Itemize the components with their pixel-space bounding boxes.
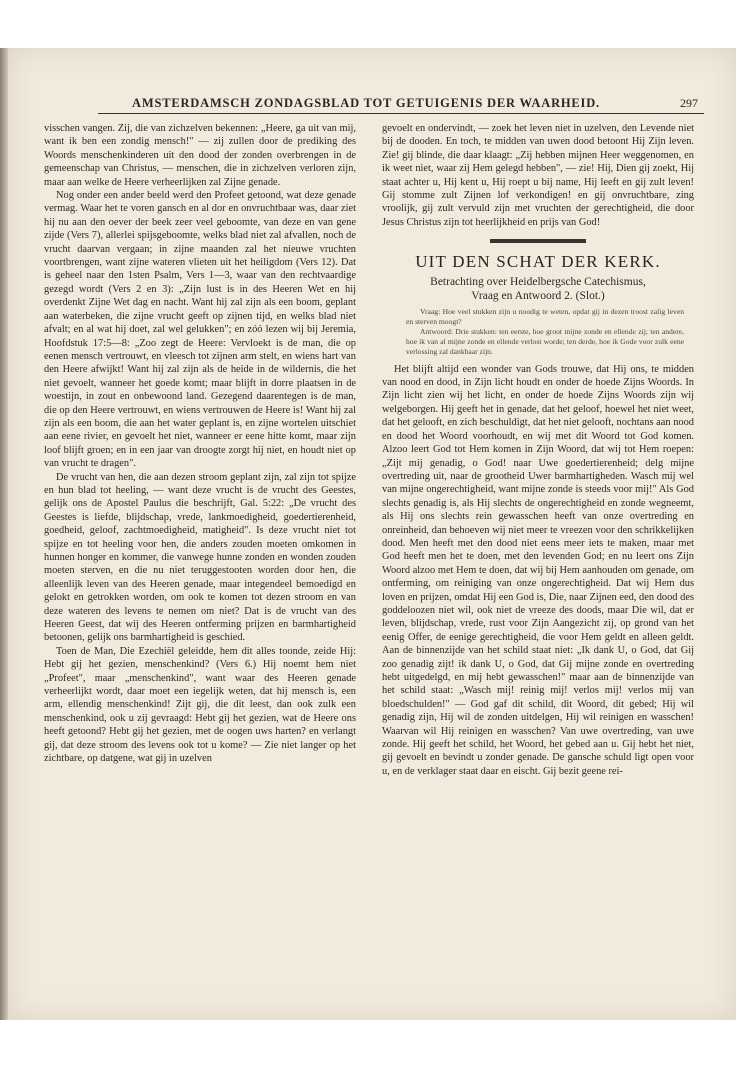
catechism-question: Vraag: Hoe veel stukken zijn u noodig te weten, opdat gij in dezen troost zalig leven en sterven moogt?: [406, 306, 684, 326]
running-header: [98, 96, 704, 114]
catechism-question-answer: [382, 307, 694, 357]
paragraph: Het blijft altijd een wonder van Gods trouwe, dat Hij ons, te midden van nood en dood, in Zijn licht houdt en onder de hoede Zijns Woords. In Zijn licht zien wij het licht, en onder de hoede Zijns Woords zijn wij welgeborgen. Hij geeft het in genade, dat het geloof, hoewel het niet weet, dat het gelooft, en zich beschuldigt, dat het niet gelooft, nochtans aan nood en dood het Woord voorhoudt, en wij met dit Woord tot God komen. Alzoo leert God tot Hem komen in Zijn Woord, dat wij tot Hem roepen: „Zijt mij genadig, o God! naar Uwe goedertierenheid; delg mijne overtreding uit, naar de grootheid Uwer barmhartigheden. Wasch mij wel van mijne ongerechtigheid, want mijne zonde is steeds voor mij!" Als God slechts genadig is, als Hij slechts de ongerechtigheid en zonde wegneemt, als Hij ons slechts rein gewasschen heeft van onze overtreding en onreinheid, dan behoeven wij niet meer te vreezen voor den schrikkelijken dood. Men heeft met den dood niet eens meer iets te maken, maar met God heeft men het te doen, met den levenden God; en nu leert ons Zijn Woord alzoo met Hem te doen, dat wij bij Hem aanhouden om genade, om ontferming, om reiniging van onze ongerechtigheid. Dat wij Hem dus loven en prijzen, omdat Hij een God is, Die, naar Zijnen eed, den dood des goddeloozen niet wil, ook niet de vreeze des doods, maar Die wil, dat er leven, blijdschap, vrede, rust voor Zijn Aangezicht zij, op grond van het eenig Offer, de eenige gerechtigheid, die voor Hem geldt en alleen geldt. Aan de binnenzijde van het schild staat niet: „Ik dank U, o God, dat Gij zoo genadig zijt! ik dank U, o God, dat Gij mijne zonde en overtreding hebt uitgedelgd, en mij hebt gewasschen!" maar aan de binnenzijde van het schild staat: „Wasch mij! reinig mij! verlos mij! verlos mij van bloedschulden!" — God gaf dit schild, dit Woord, dit gebed; Hij wil genadig zijn, Hij wil de zonden uitdelgen, Hij wil reinigen en wasschen! Waarvan wil Hij reinigen en wasschen? Van uwe overtreding, van uwe zonde. Hij geeft het schild, het Woord, het gebed aan u. Gij hebt het niet, gij gevoelt en bevindt u zonder genade. De gansche schuld ligt open voor u, en de verklager staat daar en eischt. Gij bezit geene rei-: [382, 363, 694, 777]
paragraph: gevoelt en ondervindt, — zoek het leven niet in uzelven, den Levende niet bij de dooden. En toch, te midden van uwen dood betoont Hij Zijn leven. Zie! gij blinde, die daar klaagt: „Zij hebben mijnen Heer weggenomen, en ik weet niet, waar zij Hem gelegd hebben", — zie! Hij, Dien gij zoekt, Hij staat achter u, Hij kent u, Hij roept u bij name, Hij leeft en gij zult leven! Gij stomme zult Zijnen lof verkondigen! en gij onvruchtbare, zing vroolijk, gij zult vervuld zijn met vruchten der gerechtigheid, die door Jesus Christus zijn tot heerlijkheid en prijs van God!: [382, 123, 694, 228]
subtitle-line: Betrachting over Heidelbergsche Catechismus,: [430, 275, 646, 288]
section-subtitle: [382, 275, 694, 303]
journal-title: AMSTERDAMSCH ZONDAGSBLAD TOT GETUIGENIS DER WAARHEID.: [132, 96, 600, 110]
paragraph: Toen de Man, Die Ezechiël geleidde, hem dit alles toonde, zeide Hij: Hebt gij het gezien, menschenkind? (Vers 6.) Hij noemt hem niet „Profeet", maar „menschenkind", want waar des Heeren genade verheerlijkt wordt, daar moet een iegelijk weten, dat hij mensch is, een arm, ellendig menschenkind! Zijt gij, die dit leest, dan ook zulk een menschenkind, ook u zij gevraagd: Hebt gij het gezien, wat de Heere ons heeft getoond? Hebt gij het gezien, met de oogen uws harten? en verlangt gij, dat deze stroom des levens ook tot u kome? — Zie niet langer op het zichtbare, op datgene, wat gij in uzelven: [44, 645, 356, 765]
left-column: [44, 122, 356, 1002]
paragraph: De vrucht van hen, die aan dezen stroom geplant zijn, zal zijn tot spijze en hun blad tot heeling, — want deze vrucht is de vrucht des Geestes, gelijk ons de Apostel Paulus die beschrijft, Gal. 5:22: „De vrucht des Geestes is liefde, blijdschap, vrede, lankmoedigheid, goedertierenheid, goedheid, geloof, zachtmoedigheid, matigheid". Is deze vrucht niet tot spijze en tot heeling voor hen, die anders zouden moeten omkomen in hunnen honger en kommer, die vanwege hunne zonden en wonden zouden moeten sterven, en die nu niet teruggestooten worden door hen, die alleenlijk leven van des Heeren genade, maar integendeel bemoedigd en gelokt en getrokken worden, om ook te komen tot dezen stroom en van deze wateren des levens te nemen om niet? Dat is de vrucht van des Heeren Geest, dat wij des Heeren ontferming prijzen en barmhartigheid betoonen, gelijk ons barmhartigheid is geschied.: [44, 471, 356, 644]
paragraph: visschen vangen. Zij, die van zichzelven bekennen: „Heere, ga uit van mij, want ik ben een zondig mensch!" — zij zullen door de prediking des Woords menschenkinderen uit den dood der zonden overbrengen in de gemeenschap van Christus, — menschen, die in zichzelven verloren zijn, maar aan welke de Heere verheerlijken zal Zijne genade.: [44, 123, 356, 188]
catechism-answer: Antwoord: Drie stukken: ten eerste, hoe groot mijne zonde en ellende zij; ten andere, hoe ik van al mijne zonde en ellende verlost worde; ten derde, hoe ik Gode voor zulk eene verlossing zal dankbaar zijn.: [406, 326, 684, 356]
paragraph: Nog onder een ander beeld werd den Profeet getoond, wat deze genade vermag. Waar het te voren gansch en al dor en onvruchtbaar was, daar ziet hij nu aan den oever der beek zeer veel geboomte, van deze en van gene zijde (Vers 7), allerlei spijsgeboomte, welks blad niet zal afvallen, noch de vrucht daarvan vergaan; in zijne maanden zal het nieuwe vruchten voortbrengen, want zijne wateren vlieten uit het heiligdom (Vers 12). Dat is geheel naar den 1sten Psalm, Vers 1—3, waar van den rechtvaardige gezegd wordt (Vers 2 en 3): „Zijn lust is in des Heeren Wet en hij overdenkt Zijne Wet dag en nacht. Want hij zal zijn als een boom, geplant aan waterbeken, die zijne vrucht geeft op zijnen tijd, en welks blad niet afvalt; en al wat hij doet, zal wel gelukken"; en zóó lezen wij bij Jeremia, Hoofdstuk 17:5—8: „Zoo zegt de Heere: Vervloekt is de man, die op eenen mensch vertrouwt, en vleesch tot zijnen arm stelt, en wiens hart van den Heere afwijkt! Want hij zal zijn als de heide in de wildernis, die het niet gevoelt, wanneer het goede komt; maar blijft in dorre plaatsen in de woestijn, in zout en onbewoond land. Gezegend daarentegen is de man, die op den Heere vertrouwt, en wiens vertrouwen de Heere is! Want hij zal zijn als een boom, die aan het water geplant is, en zijne wortelen uitschiet aan eene rivier, en gevoelt het niet, wanneer er eene hitte komt, maar zijn loof blijft groen; en in een jaar van droogte zorgt hij niet, en houdt niet op van vrucht te dragen".: [44, 190, 356, 470]
subtitle-line: Vraag en Antwoord 2. (Slot.): [471, 289, 605, 302]
section-title: UIT DEN SCHAT DER KERK.: [415, 252, 661, 272]
right-column: [382, 122, 694, 1002]
page-number: 297: [680, 96, 698, 110]
section-divider: [490, 239, 586, 243]
